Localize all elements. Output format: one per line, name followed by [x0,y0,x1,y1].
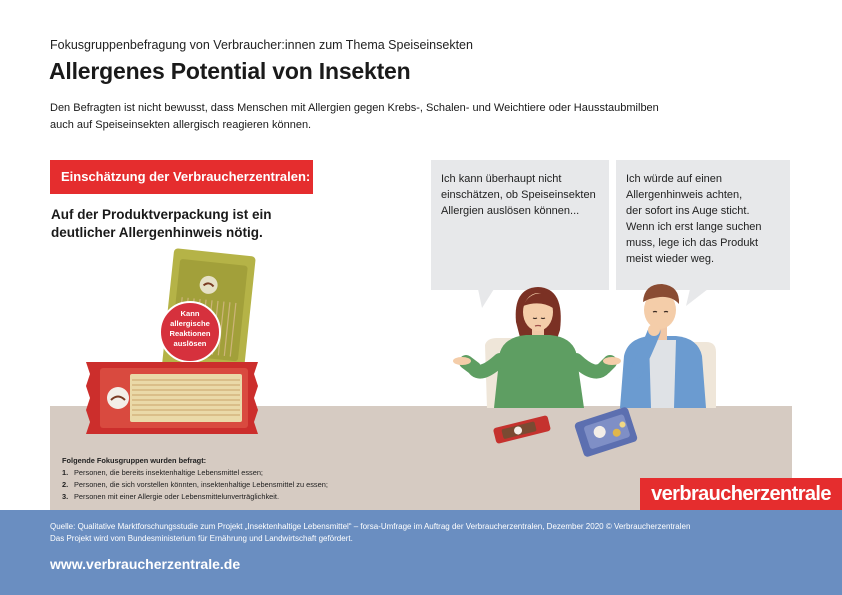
badge-line: auslösen [173,339,207,348]
badge-line: Reaktionen [169,329,211,338]
verbraucherzentrale-logo: verbraucherzentrale [640,478,842,510]
quote-line: einschätzen, ob Speiseinsekten [441,189,596,201]
badge-line: allergische [170,319,210,328]
list-text: Personen, die bereits insektenhaltige Lebensmittel essen; [74,468,263,477]
quote-line: muss, lege ich das Produkt [626,237,759,249]
quote-line: Allergien auslösen können... [441,205,580,217]
bubble-tail-woman [478,289,494,308]
quote-line: Ich würde auf einen [626,173,723,185]
woman-figure [453,287,621,408]
source-note [50,521,690,545]
bubble-tail-man [686,289,708,306]
quote-line: Ich kann überhaupt nicht [441,173,562,185]
quote-line: Wenn ich erst lange suchen [626,221,762,233]
intro-line: Den Befragten ist nicht bewusst, dass Menschen mit Allergien gegen Krebs-, Schalen- und Weichtiere oder Hausstaubmilben [50,102,659,114]
list-item [62,491,328,503]
man-figure [620,284,706,408]
list-number: 1. [62,468,69,477]
pasta-package-front [86,362,258,434]
badge-line: Kann [180,309,200,318]
document-title: Allergenes Potential von Insekten [49,58,411,84]
insect-snack-bar [493,415,551,444]
focus-groups-items [62,467,328,503]
website-link[interactable]: www.verbraucherzentrale.de [50,556,241,572]
assessment-tag: Einschätzung der Verbraucherzentralen: [50,160,313,194]
list-text: Personen, die sich vorstellen könnten, insektenhaltige Lebensmittel zu essen; [74,480,328,489]
focus-groups-title: Folgende Fokusgruppen wurden befragt: [62,456,207,465]
allergy-warning-badge [160,302,220,362]
source-line: Das Projekt wird vom Bundesministerium für Ernährung und Landwirtschaft gefördert. [50,534,353,543]
quote-line: meist wieder weg. [626,253,715,265]
list-number: 2. [62,480,69,489]
list-item [62,467,328,479]
assessment-statement: Auf der Produktverpackung ist ein deutlicher Allergenhinweis nötig. [51,207,272,240]
source-line: Quelle: Qualitative Marktforschungsstudie zum Projekt „Insektenhaltige Lebensmittel“ – forsa-Umfrage im Auftrag der Verbraucherzentralen, Dezember 2020 © Verbraucherzentralen [50,522,691,531]
insect-snack-bag [574,406,638,458]
quote-line: der sofort ins Auge sticht. [626,205,750,217]
intro-line: auch auf Speiseinsekten allergisch reagieren können. [50,119,312,131]
list-item [62,479,328,491]
focus-groups-list [62,455,328,503]
quote-line: Allergenhinweis achten, [626,189,743,201]
document-subtitle: Fokusgruppenbefragung von Verbraucher:innen zum Thema Speiseinsekten [50,38,473,52]
list-text: Personen mit einer Allergie oder Lebensmittelunverträglichkeit. [74,492,279,501]
list-number: 3. [62,492,69,501]
